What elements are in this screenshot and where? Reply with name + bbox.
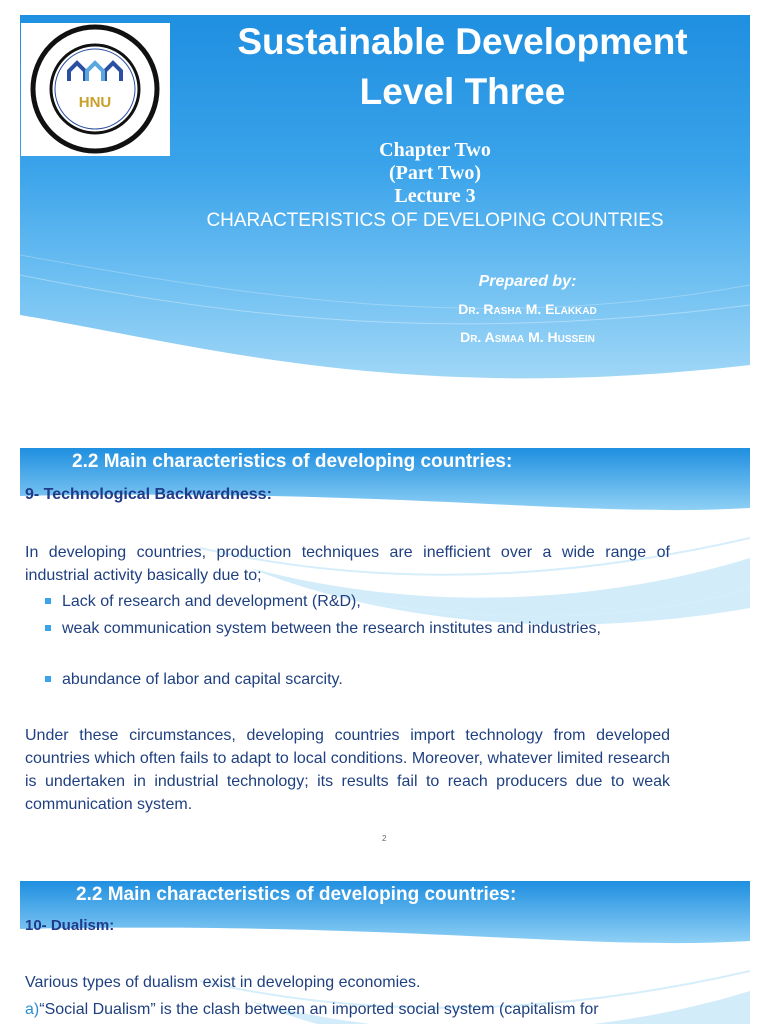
chapter-label: Chapter Two (379, 139, 491, 161)
intro-paragraph: In developing countries, production techniques are inefficient over a wide range of industrial activity basically due to; (25, 544, 670, 584)
svg-text:HNU: HNU (78, 94, 112, 111)
prepared-by-label: Prepared by: (478, 273, 577, 290)
bullet-icon (45, 676, 51, 682)
title-slide (20, 15, 750, 395)
part-label: (Part Two) (388, 162, 481, 184)
lecture-label: Lecture 3 (394, 185, 476, 207)
hnu-seal-icon (21, 23, 170, 156)
title-line-2: Level Three (359, 71, 566, 112)
title-line-1: Sustainable Development (237, 21, 688, 62)
item-text: “Social Dualism” is the clash between an imported social system (capitalism for (39, 1001, 599, 1018)
bullet-icon (45, 625, 51, 631)
presentation-title (170, 17, 750, 117)
content-slide-technological-backwardness (20, 448, 750, 860)
author-2: Dr. Asmaa M. Hussein (460, 329, 595, 345)
list-item (25, 998, 735, 1021)
content-slide-dualism (20, 881, 750, 1024)
slide-heading: 2.2 Main characteristics of developing countries: (76, 884, 517, 905)
author-1: Dr. Rasha M. Elakkad (458, 301, 597, 317)
bullet-icon (45, 598, 51, 604)
page-number: 2 (382, 834, 387, 843)
slide-heading: 2.2 Main characteristics of developing countries: (72, 451, 513, 472)
section-subheading: 9- Technological Backwardness: (25, 486, 272, 503)
item-marker: a) (25, 1001, 40, 1018)
bullet-item: Lack of research and development (R&D), (45, 590, 670, 613)
section-subheading: 10- Dualism: (25, 917, 115, 934)
university-logo (21, 23, 170, 156)
body-paragraph: Under these circumstances, developing countries import technology from developed countries which often fails to adapt to local conditions. Moreover, whatever limited research is undertaken in industrial technology; its results fail to reach producers due to weak communication system. (25, 727, 670, 813)
subject-title: CHARACTERISTICS OF DEVELOPING COUNTRIES (206, 210, 664, 231)
bullet-item: abundance of labor and capital scarcity. (45, 668, 670, 691)
intro-paragraph: Various types of dualism exist in developing economies. (25, 974, 421, 991)
bullet-item: weak communication system between the research institutes and industries, (45, 617, 670, 640)
